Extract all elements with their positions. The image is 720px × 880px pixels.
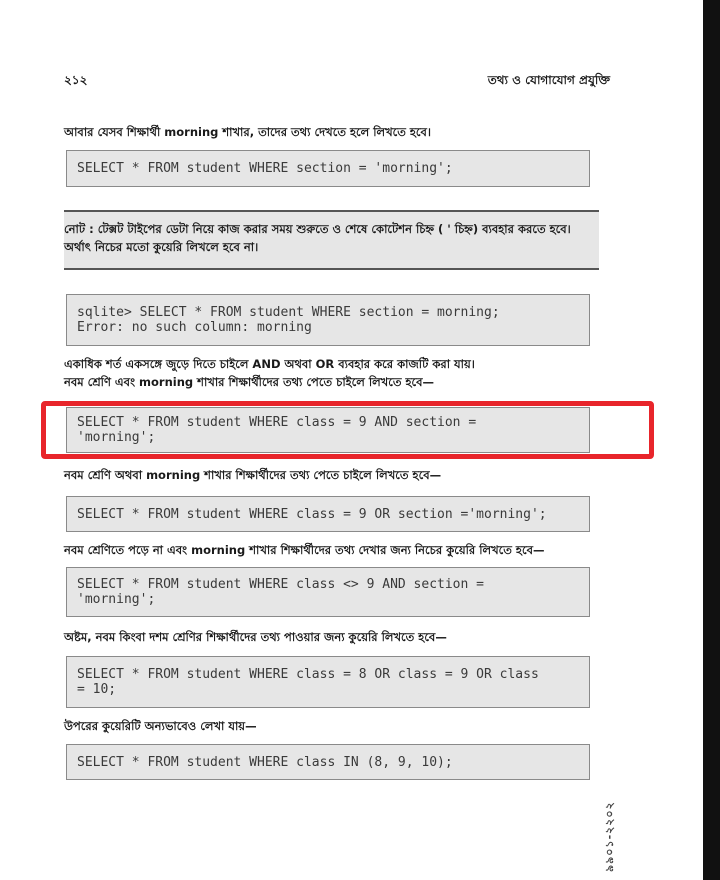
highlight-box xyxy=(41,401,654,459)
note-text: নোট : টেক্সট টাইপের ডেটা নিয়ে কাজ করার সময় শুরুতে ও শেষে কোটেশন চিহ্ন ( ' চিহ্ন) ব্যবহার করতে হবে। অর্থাৎ নিচের মতো কুয়েরি লিখলে হবে না। xyxy=(64,222,571,254)
code-block-error: sqlite> SELECT * FROM student WHERE section = morning; Error: no such column: morning xyxy=(66,294,590,346)
code-block-not-equal: SELECT * FROM student WHERE class <> 9 AND section = 'morning'; xyxy=(66,567,590,617)
code-block-in: SELECT * FROM student WHERE class IN (8, 9, 10); xyxy=(66,744,590,780)
paragraph-and-or-line1: একাধিক শর্ত একসঙ্গে জুড়ে দিতে চাইলে AND অথবা OR ব্যবহার করে কাজটি করা যায়। xyxy=(64,357,475,371)
code-block-morning: SELECT * FROM student WHERE section = 'morning'; xyxy=(66,150,590,187)
paragraph-alternative: উপরের কুয়েরিটি অন্যভাবেও লেখা যায়— xyxy=(64,719,257,733)
paragraph-or: নবম শ্রেণি অথবা morning শাখার শিক্ষার্থীদের তথ্য পেতে চাইলে লিখতে হবে— xyxy=(64,468,442,482)
code-block-multi-or: SELECT * FROM student WHERE class = 8 OR class = 9 OR class = 10; xyxy=(66,656,590,708)
paragraph-multi-class: অষ্টম, নবম কিংবা দশম শ্রেণির শিক্ষার্থীদের তথ্য পাওয়ার জন্য কুয়েরি লিখতে হবে— xyxy=(64,630,447,644)
paragraph-and-or xyxy=(64,355,609,391)
side-code: ৯৯০১-২২০২ xyxy=(603,801,616,872)
running-head: তথ্য ও যোগাযোগ প্রযুক্তি xyxy=(487,73,610,87)
code-block-or: SELECT * FROM student WHERE class = 9 OR section ='morning'; xyxy=(66,496,590,532)
paragraph-not-equal: নবম শ্রেণিতে পড়ে না এবং morning শাখার শিক্ষার্থীদের তথ্য দেখার জন্য নিচের কুয়েরি লিখতে হবে— xyxy=(64,543,545,557)
paragraph-morning-intro: আবার যেসব শিক্ষার্থী morning শাখার, তাদের তথ্য দেখতে হলে লিখতে হবে। xyxy=(64,125,432,139)
code-block-and: SELECT * FROM student WHERE class = 9 AND section = 'morning'; xyxy=(66,407,590,453)
page-number: ২১২ xyxy=(64,73,88,87)
side-scroll-strip xyxy=(703,0,720,880)
note-box xyxy=(64,210,599,270)
paragraph-and-or-line2: নবম শ্রেণি এবং morning শাখার শিক্ষার্থীদের তথ্য পেতে চাইলে লিখতে হবে— xyxy=(64,375,435,389)
